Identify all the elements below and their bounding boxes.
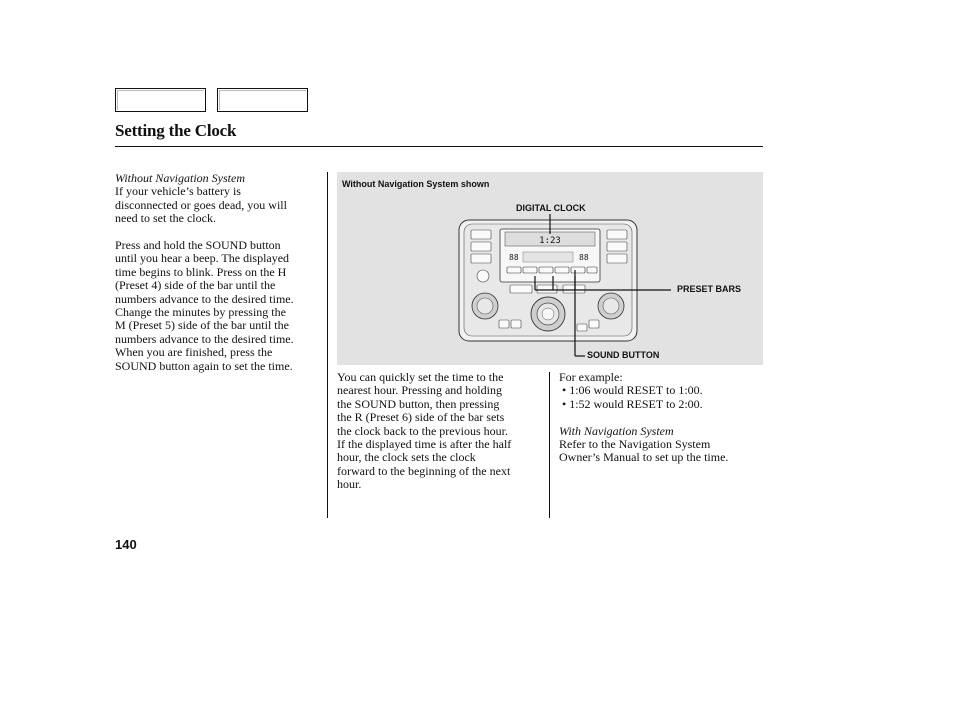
right-column <box>559 371 763 465</box>
title-rule <box>115 146 763 147</box>
example-intro: For example: <box>559 370 623 384</box>
audio-climate-panel-illustration <box>337 172 763 365</box>
example-item: • 1:06 would RESET to 1:00. <box>562 384 763 397</box>
page-title: Setting the Clock <box>115 121 237 140</box>
preset-bars <box>507 267 597 273</box>
page-number: 140 <box>115 537 137 552</box>
subheading-with-nav: With Navigation System <box>559 423 674 438</box>
column-divider-right <box>549 372 550 518</box>
clock-display: 1:23 <box>539 236 561 246</box>
subheading-without-nav: Without Navigation System <box>115 171 245 185</box>
paragraph-instructions: Press and hold the SOUND button until you hear a beep. The displayed time begins to blink. Press on the H (Preset 4) side of the bar until the numbers advance to the desired time. Change the minutes by pressing the M (Preset 5) side of the bar until the numbers advance to the desired time. When you are finished, press the SOUND button again to set the time. <box>115 238 294 373</box>
label-digital-clock: DIGITAL CLOCK <box>516 203 586 213</box>
paragraph-battery: If your vehicle’s battery is disconnected or goes dead, you will need to set the clock. <box>115 184 287 226</box>
column-divider-left <box>327 172 328 518</box>
paragraph-nav-manual: Refer to the Navigation System Owner’s Manual to set up the time. <box>559 437 729 465</box>
middle-column <box>337 371 545 492</box>
example-list <box>562 384 763 411</box>
right-display-digits: 88 <box>579 253 589 262</box>
figure-panel <box>337 172 763 365</box>
paragraph-nearest-hour: You can quickly set the time to the nearest hour. Pressing and holding the SOUND button, then pressing the R (Preset 6) side of the bar sets the clock back to the previous hour. If the displayed time is after the half hour, the clock sets the clock forward to the beginning of the next hour. <box>337 370 512 492</box>
nav-button-previous[interactable] <box>115 88 206 112</box>
figure-caption: Without Navigation System shown <box>342 179 490 189</box>
left-column <box>115 172 325 373</box>
example-item: • 1:52 would RESET to 2:00. <box>562 398 763 411</box>
label-sound-button: SOUND BUTTON <box>587 350 660 360</box>
left-display-digits: 88 <box>509 253 519 262</box>
nav-button-next[interactable] <box>217 88 308 112</box>
label-preset-bars: PRESET BARS <box>677 284 742 294</box>
